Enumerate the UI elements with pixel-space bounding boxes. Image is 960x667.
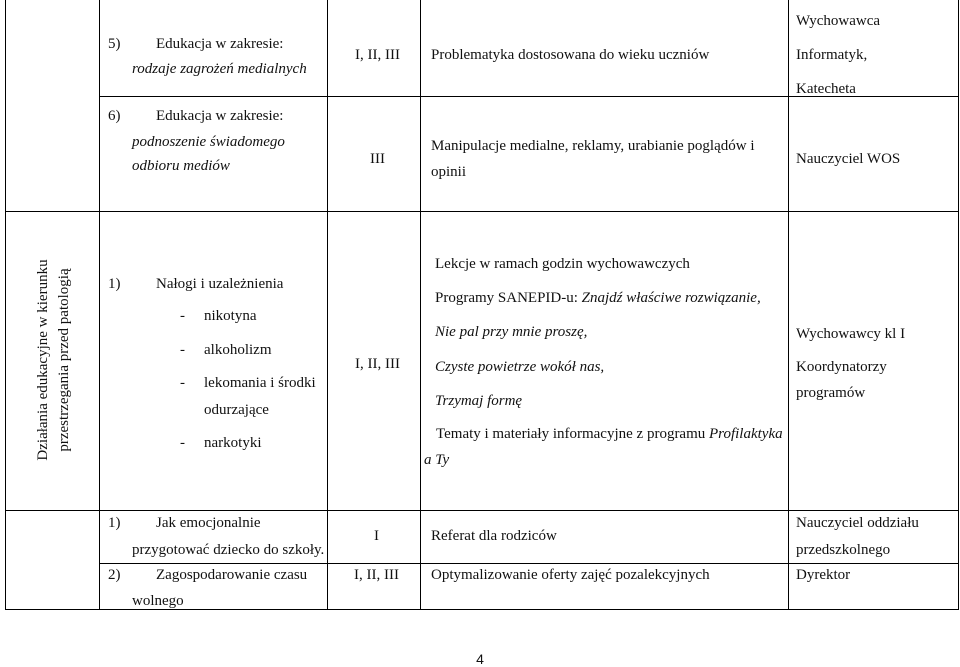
content-line — [436, 425, 783, 443]
row-border-4 — [99, 563, 959, 564]
item-topic: przygotować dziecko do szkoły. — [132, 542, 325, 558]
item-number: 1) — [108, 276, 121, 292]
responsible-line: Katecheta — [796, 81, 856, 97]
table-border-col1 — [99, 0, 100, 610]
content-line: Lekcje w ramach godzin wychowawczych — [435, 256, 690, 272]
table-border-right — [958, 0, 959, 610]
subitem-dash: - — [180, 435, 185, 451]
subitem: odurzające — [204, 402, 269, 418]
item-topic: podnoszenie świadomego — [132, 134, 285, 150]
responsible-line: Nauczyciel oddziału — [796, 515, 919, 531]
subitem: nikotyna — [204, 308, 257, 324]
item-label: Edukacja w zakresie: — [156, 36, 284, 52]
responsible-line: Dyrektor — [796, 567, 851, 583]
program-name: Znajdź właściwe rozwiązanie, — [581, 290, 761, 306]
item-label: Nałogi i uzależnienia — [156, 276, 284, 292]
item-label: Jak emocjonalnie — [156, 515, 261, 531]
content-line: Manipulacje medialne, reklamy, urabianie poglądów i — [431, 138, 755, 154]
subitem: lekomania i środki — [204, 375, 316, 391]
content-line: Referat dla rodziców — [431, 528, 557, 544]
table-border-left — [5, 0, 6, 610]
subitem: alkoholizm — [204, 342, 272, 358]
programs-prefix: Programy SANEPID-u: — [435, 290, 578, 306]
classes-cell: III — [370, 151, 385, 167]
responsible-line: Koordynatorzy — [796, 359, 887, 375]
table-border-col2 — [327, 0, 328, 610]
program-name: Nie pal przy mnie proszę, — [435, 324, 588, 340]
subitem-dash: - — [180, 375, 185, 391]
subitem-dash: - — [180, 308, 185, 324]
responsible-line: przedszkolnego — [796, 542, 891, 558]
responsible-line: Informatyk, — [796, 47, 868, 63]
content-line: Problematyka dostosowana do wieku uczniów — [431, 47, 710, 63]
item-topic: wolnego — [132, 593, 184, 609]
classes-cell: I — [374, 528, 379, 544]
classes-cell: I, II, III — [355, 356, 400, 372]
content-line — [435, 289, 761, 307]
content-line: opinii — [431, 164, 467, 180]
item-topic: rodzaje zagrożeń medialnych — [132, 61, 307, 77]
materials-program: Profilaktyka — [709, 426, 783, 442]
program-name: Trzymaj formę — [435, 393, 523, 409]
responsible-line: Wychowawcy kl I — [796, 326, 906, 342]
item-label: Zagospodarowanie czasu — [156, 567, 308, 583]
section-label-text: Działania edukacyjne w kierunku przestrzegania przed patologią — [35, 259, 72, 461]
classes-cell: I, II, III — [354, 567, 399, 583]
item-number: 5) — [108, 36, 121, 52]
subitem-dash: - — [180, 342, 185, 358]
item-topic: odbioru mediów — [132, 158, 230, 174]
program-name: Czyste powietrze wokół nas, — [435, 359, 605, 375]
table-border-col4 — [788, 0, 789, 610]
item-label: Edukacja w zakresie: — [156, 108, 284, 124]
responsible-line: Nauczyciel WOS — [796, 151, 901, 167]
responsible-line: Wychowawca — [796, 13, 881, 29]
content-line: Optymalizowanie oferty zajęć pozalekcyjnych — [431, 567, 710, 583]
item-number: 6) — [108, 108, 121, 124]
classes-cell: I, II, III — [355, 47, 400, 63]
item-number: 2) — [108, 567, 121, 583]
item-number: 1) — [108, 515, 121, 531]
materials-end: a Ty — [424, 452, 450, 468]
row-border-2 — [5, 211, 959, 212]
page-number: 4 — [476, 651, 484, 667]
row-border-3 — [5, 510, 959, 511]
table-border-col3 — [420, 0, 421, 610]
materials-prefix: Tematy i materiały informacyjne z programu — [436, 426, 706, 442]
responsible-line: programów — [796, 385, 866, 401]
subitem: narkotyki — [204, 435, 262, 451]
